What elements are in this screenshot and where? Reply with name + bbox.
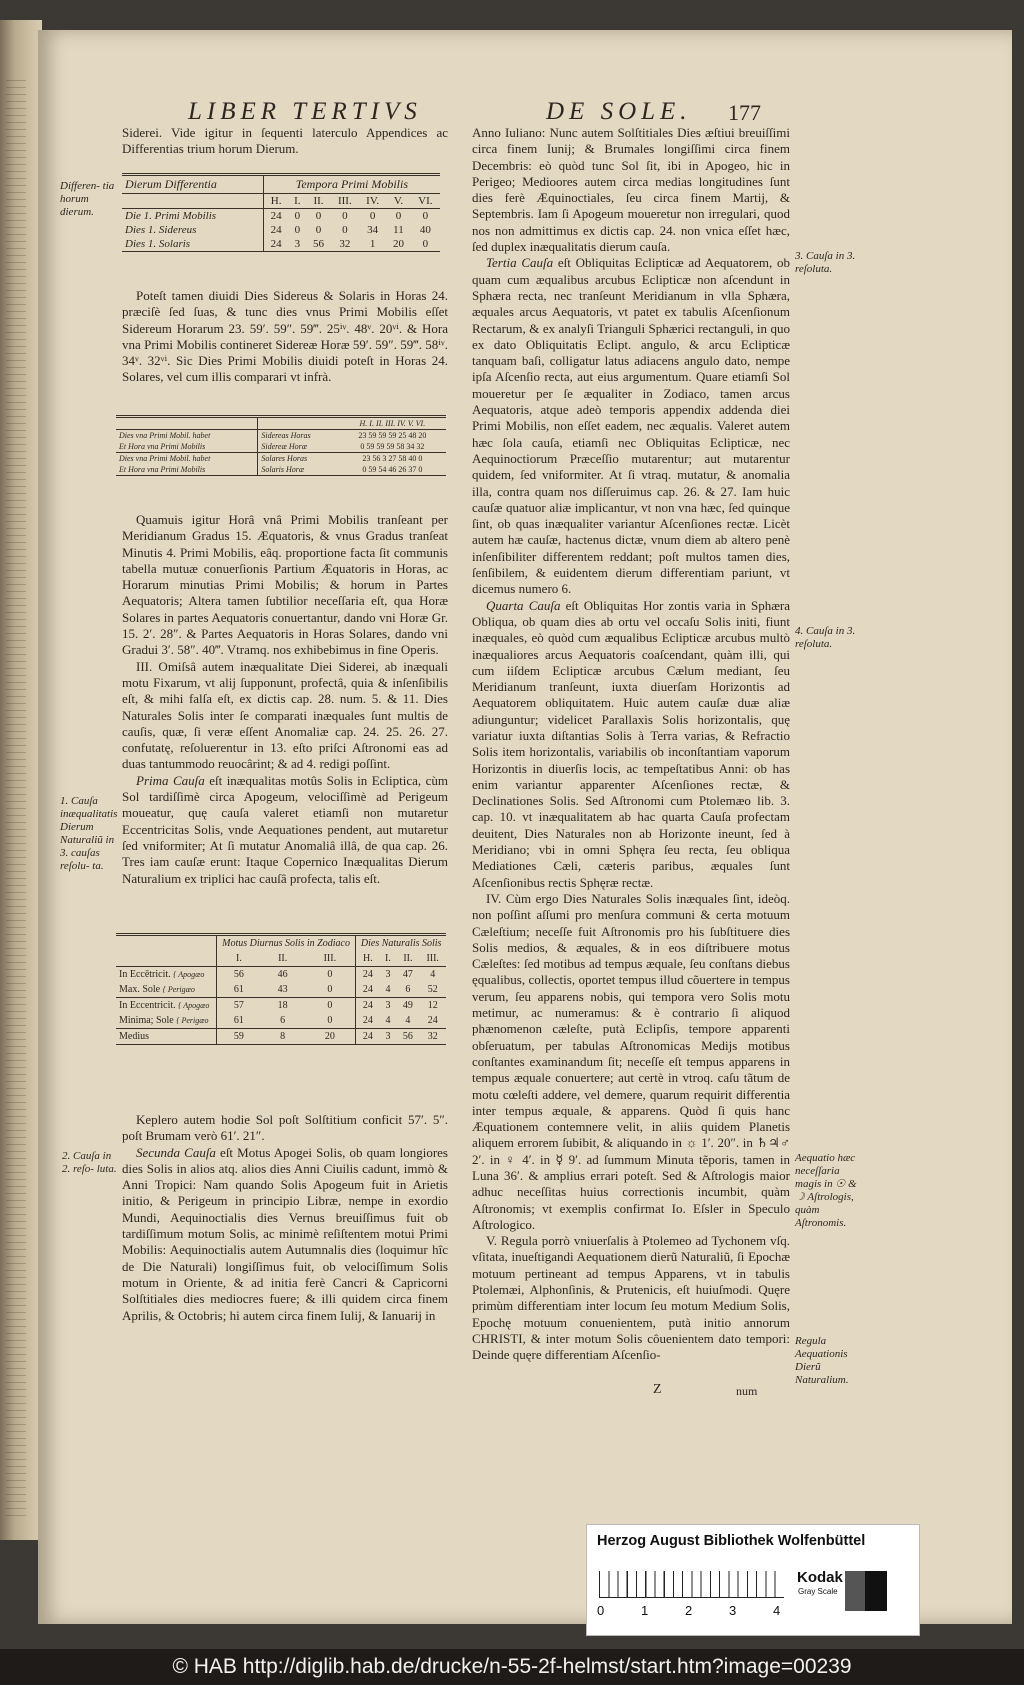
paragraph <box>122 1145 448 1324</box>
cell: 0 <box>369 210 376 222</box>
cell: 24 <box>427 1015 438 1026</box>
cell: 6 <box>405 984 411 995</box>
row-label: Et Hora vna Primi Mobilis <box>119 442 206 451</box>
table-header: Tempora Primi Mobilis <box>263 175 440 194</box>
cell: 0 <box>294 224 301 236</box>
catchword: num <box>736 1384 758 1398</box>
cell: 6 <box>280 1015 286 1026</box>
ruler-number: 0 <box>597 1603 605 1618</box>
row-kind: Sidereas Horas <box>258 430 339 442</box>
left-intro <box>122 125 448 158</box>
paragraph: IV. Cùm ergo Dies Naturales Solis inæquales ſint, ideòq. non poſſint aſſumi pro menſura communi & certa motuum Cæleſtium; neceſſe fuit Aſtronomis pro his ſubſtituere dies Solis medios, & æquales, & in eos diſtribuere motus Cæleſtes: ſed motibus ad tempus æquale, ſeu conſtans diebus ęqualibus, collectis, oportet tempus illud cõuertere in tempus verum, ſeu apparens nobis, qui tempora vero Solis motu metimur, ac numeramus: & è contrario ſi aliquod phænomenon cæleſte, putà Eclipſis, tempore apparenti obſeruatum, per tabulas Aſtronomicas Medijs motibus conſtantes examinandum ſit; neceſſe eſt tempus apparens in tempus æquale conuertere; aut certè in vtroq. caſu tãtum de motu cœleſti addere, vel demere, quarum requirit differentia inter tempus æquale, & apparens. Quòd ſi quis hanc Æquationem contemnere velit, in aliis quidem Planetis aliquem errorem ſubibit, & aliquando in ☼ 1′. 20″. in ♄♃♂ 2′. in ♀ 4′. in ☿ 9′. ad ſummum Minuta tẽporis, tamen in Luna 36′. & amplius errari poteſt. Sed & Aſtrologis maior adhuc neceſſitas huius correctionis incumbit, quàm Aſtronomis; vt exemplis confirmat Io. Eſsler in Speculo Aſtrologico. <box>472 890 790 1232</box>
cell: 56 <box>312 238 324 250</box>
cell: 56 <box>216 967 261 983</box>
margin-note: 3. Cauſa in 3. reſoluta. <box>795 250 856 275</box>
unit-header: III. <box>426 953 439 964</box>
scale-ruler <box>599 1571 784 1598</box>
paragraph-lead: Prima Cauſa <box>136 772 205 788</box>
row-sub: Apogæo <box>178 970 205 979</box>
unit-header: II. <box>278 953 288 964</box>
margin-note: Differen- tia horum dierum. <box>60 180 115 218</box>
black-patch <box>865 1571 887 1611</box>
intro-text: Siderei. Vide igitur in ſequenti laterculo Appendices ac Differentias trium horum Dierum. <box>122 125 448 157</box>
cell: 20 <box>324 1031 335 1042</box>
paragraph: Anno Iuliano: Nunc autem Solſtitiales Dies æſtiui breuiſſimi circa finem Iunij; & Brumales longiſſimi circa finem Decembris: eò quòd tunc Sol ſit, ibi in Apogeo, hic in Perigeo; Medioores autem circa medias longitudines ſunt dies ferè Æquinoctiales, ſeu circa finem Martij, & Septembris. Iam ſi Apogeum moueretur non irregulari, quod nos non admittimus ex dictis cap. 24. non vnica eſſet hæc, ſed duplex inæqualitatis dierum cauſa. <box>472 125 790 255</box>
row-values: 23 59 59 59 25 48 20 <box>358 431 427 440</box>
margin-note: 2. Cauſa in 2. reſo- luta. <box>62 1150 117 1175</box>
table-row <box>122 223 440 237</box>
cell: 20 <box>392 238 404 250</box>
ruler-number: 4 <box>773 1603 781 1618</box>
running-title-right: DE SOLE. <box>546 98 692 125</box>
table-row <box>122 237 440 252</box>
unit-header: V. <box>393 195 404 207</box>
unit-header: H. <box>263 194 288 209</box>
cell: 0 <box>315 224 322 236</box>
cell: 61 <box>216 982 261 998</box>
book-edge <box>0 20 42 1540</box>
row-label: In Eccentricit. <box>119 1000 176 1011</box>
row-kind: Sidereæ Horæ <box>258 441 339 453</box>
row-label: In Eccētricit. <box>119 969 171 980</box>
signature-mark: Z <box>653 1382 662 1397</box>
ruler-number: 3 <box>729 1603 737 1618</box>
row-label: Et Hora vna Primi Mobilis <box>119 465 206 474</box>
paragraph-body: eſt Obliquitas Eclipticæ ad Aequatorem, ob quam cum æqualibus arcubus Eclipticæ non aſcendunt in Sphæra recta, nec tranſeunt Meridianum in vlla Sphæra, æquales arcus Aequatoris, vt patet ex tabulis Aſcenſionum Rectarum, & ex analyſi Trianguli Sphærici rectanguli, in quo ex dato Obliquitatis Eclipt. angulo, & arcu Eclipticæ tanquam baſi, colligatur latus adiacens angulo dato, nempe ipſa Aſcenſio recta, aut eius argumentum. Quare etiamſi Sol moueretur per ſe æqualiter in Zodiaco, tamen arcus Aequatoris, atque adeò temporis appendix addenda diei Primi Mobilis, non eſſet eadem, nec æqualis. Valeret autem hæc ſola cauſa, etiamſi nec Obliquitas Eclipticæ, nec Aequinoctiorum Præceſſio mutarentur; aut mutarentur quidem, ſed vniformiter. At ſi vtraq. mutatur, & anomalia illa, contra quam nos diſſeruimus cap. 26. & 27. Iam huic cauſæ quatuor aliæ implicantur, vt non vna hæc, ſed quinque ſint, ob quas inæqualiter variantur Aſcenſiones rectæ. Licèt autem hæ cauſæ, hactenus dictæ, vnum diem ab altero penè inſenſibiliter differentem reddant; poſt multos tamen dies, ſenſibilem, & euidentem dierum differentiam pariunt, vt dicemus numero 6. <box>472 255 791 597</box>
color-reference-card <box>586 1524 920 1636</box>
unit-header: II. <box>313 195 324 207</box>
table-row: Minima; Sole { Perigæo 61 6 0 24 4 4 24 <box>116 1013 446 1029</box>
cell: 4 <box>385 1015 391 1026</box>
cell: 18 <box>277 1000 288 1011</box>
paragraph <box>472 255 790 597</box>
cell: 32 <box>427 1031 438 1042</box>
row-kind: Solares Horas <box>258 453 339 465</box>
cell: 0 <box>294 210 301 222</box>
cell: 56 <box>402 1031 413 1042</box>
left-para-3 <box>122 1112 448 1324</box>
cell: 24 <box>356 1029 380 1045</box>
cell: 0 <box>327 1015 333 1026</box>
paragraph-lead: Quarta Cauſa <box>486 597 561 613</box>
gray-patch <box>845 1571 865 1611</box>
cell: 24 <box>263 209 288 224</box>
folio-number: 177 <box>728 100 761 125</box>
cell: 3 <box>385 1031 391 1042</box>
paragraph: V. Regula porrò vniuerſalis à Ptolemeo ad Tychonem vſq. vſitata, inueſtigandi Aequationem dierũ Naturaliũ, ſi Epochæ motuum pertineant ad tempus Apparens, vt in tabulis Ptolemæi, Alphonſinis, & Prutenicis, eſt huiuſmodi. Quęre primùm differentiam inter locum ſeu motum Medium Solis, Epochę motuum conuenientem, putà initio annorum CHRISTI, & inter motum Solis côuenientem dato tempori: Deinde quęre differentiam Aſcenſio- <box>472 1233 790 1363</box>
unit-header: VI. <box>418 195 433 207</box>
table-header: Motus Diurnus Solis in Zodiaco <box>216 935 356 952</box>
row-sub: Perigæo <box>181 1016 209 1025</box>
margin-note: 4. Cauſa in 3. reſoluta. <box>795 625 856 650</box>
cell: 0 <box>422 238 429 250</box>
paragraph-body: eſt inæqualitas motûs Solis in Ecliptica, cùm Sol tardiſſimè circa Apogeum, velociſſimè ad Perigeum moueatur, quę cauſa valeret etiamſi non mutaretur Eccentricitas Solis, vnde Aequationes pendent, aut mutaretur ſed vniformiter; At ſi mutatur Anomaliâ illâ, de qua cap. 26. Tres iam cauſæ erunt: Itaque Copernico Inæqualitas Dierum Naturalium ex triplici hac cauſâ profecta, talis eſt. <box>122 772 448 886</box>
table-row <box>116 464 446 476</box>
cell: 0 <box>315 210 322 222</box>
table-row: In Eccentricit. { Apogæo 57 18 0 24 3 49 12 <box>116 998 446 1014</box>
row-label: Minima; Sole <box>119 1015 174 1026</box>
row-values: 0 59 59 59 58 34 32 <box>360 442 425 451</box>
paragraph-body: eſt Motus Apogei Solis, ob quam longiores dies Solis in alios atq. alios dies Anni Ciuilis cadunt, immò & Anni Tropici: Nam quando Solis Apogeum fuit in Arietis initio, & Perigeum in principio Libræ, nempe in exordio Mundi, Aequinoctialis dies Vernus breuiſſimus fuit ob tardiſſimum motum Solis, ac minimè reſiſtentem motui Primi Mobilis: Aequinoctialis autem Autumnalis dies (loquimur hîc de Die Naturali) longiſſimus fuit, ob velociſſimum Solis motum in Oriente, & ad initia ferè Cancri & Capricorni Solſtitiales dies mediocres fuere; & illi quidem circa finem Aprilis, & Octobris; hi autem circa finem Iulij, & Ianuarij in <box>122 1144 448 1323</box>
left-para-1 <box>122 288 448 386</box>
cell: 43 <box>277 984 288 995</box>
cell: 3 <box>385 1000 391 1011</box>
page-edges <box>6 80 26 1520</box>
cell: 34 <box>367 224 379 236</box>
unit-header: II. <box>403 953 413 964</box>
cell: 24 <box>356 998 380 1014</box>
cell: 0 <box>342 224 348 236</box>
cell: 8 <box>280 1031 286 1042</box>
day-difference-table <box>122 173 440 252</box>
table-row <box>116 453 446 465</box>
cell: 24 <box>263 223 288 237</box>
margin-note: Aequatio hæc neceſſaria magis in ☉ & ☽ Aſtrologis, quàm Aſtronomis. <box>795 1152 857 1229</box>
kodak-logo: Kodak <box>797 1569 843 1586</box>
cell: 57 <box>216 998 261 1014</box>
cell: 12 <box>427 1000 438 1011</box>
unit-header: I. <box>385 953 391 964</box>
unit-header: H. <box>356 951 380 967</box>
cell: 0 <box>342 210 348 222</box>
gray-scale-label: Gray Scale <box>798 1587 838 1596</box>
cell: 0 <box>327 969 333 980</box>
book-page <box>38 30 1012 1624</box>
cell: 52 <box>427 984 438 995</box>
row-label: Medius <box>119 1031 149 1042</box>
table-header: Dierum Differentia <box>122 175 263 194</box>
row-values: 0 59 54 46 26 37 0 <box>362 465 423 474</box>
row-label: Dies vna Primi Mobil. habet <box>119 431 211 440</box>
row-label: Dies 1. Sidereus <box>125 224 197 236</box>
paragraph: Poteſt tamen diuidi Dies Sidereus & Solaris in Horas 24. præciſè ſed ſuas, & tunc dies vnus Primi Mobilis eſſet Sidereum Horarum 23. 59′. 59″. 59‴. 25ⁱᵛ. 48ᵛ. 20ᵛⁱ. & Hora vna Primi Mobilis contineret Sidereæ Horæ 59′. 59″. 59‴. 58ⁱᵛ. 34ᵛ. 32ᵛⁱ. Sic Dies Primi Mobilis diuidi poteſt in Horas 24. Solares, vel cum illis comparari vt infrà. <box>122 288 448 385</box>
cell: 32 <box>339 238 351 250</box>
cell: 24 <box>356 967 380 983</box>
table-row <box>116 441 446 453</box>
library-title: Herzog August Bibliothek Wolfenbüttel <box>597 1533 866 1549</box>
paragraph-lead: Secunda Cauſa <box>136 1144 216 1160</box>
cell: 24 <box>356 982 380 998</box>
running-title-left: LIBER TERTIVS <box>188 98 422 125</box>
cell: 4 <box>430 969 436 980</box>
table-row: In Eccētricit. { Apogæo 56 46 0 24 3 47 4 <box>116 967 446 983</box>
paragraph: Quamuis igitur Horâ vnâ Primi Mobilis tranſeant per Meridianum Gradus 15. Æquatoris, & vnus Gradus tranſeat Minutis 4. Primi Mobilis, eâq. proportione facta ſit communis tabella mutuæ conuerſionis Partium Æquatoris in Horas, ac Horarum minutias Primi Mobilis; & horum in Partes Aequatoris; Altera tamen ſubtilior neceſſaria eſt, qua Horæ Solares in partes Aequatoris conuertantur, dando vni Horæ Gr. 15. 2′. 28″. & Partes Aequatoris in Horas Solares, dando vni Gradui 3′. 58″. 40‴. Vtramq. nos exhibebimus in fine Operis. <box>122 512 448 658</box>
paragraph: Keplero autem hodie Sol poſt Solſtitium conficit 57′. 5″. poſt Brumam verò 61′. 21″. <box>122 1112 448 1144</box>
cell: 49 <box>402 1000 413 1011</box>
paragraph-body: eſt Obliquitas Hor zontis varia in Sphæra Obliqua, ob quam dies ab ortu vel occaſu Solis initi, fiunt inæquales, eò quòd cum æqualibus Eclipticæ arcubus multò inæqualiores arcus Aequatoris coaſcendant, quàm illi, qui cum iiſdem Eclipticæ arcubus Cælum mediant, ſeu Meridianum tranſeunt, iuxta diuerſam Horizontis ad Aequatorem obliquitatem. Huic autem cauſæ duæ aliæ adiunguntur; videlicet Parallaxis Solis horizontalis, quę variatur iuxta diſtantias Solis à Terra varias, & Refractio Solis item horizontalis, variabilis ob inconſtantiam vaporum Horizontis in diuerſis locis, ac tempeſtatibus Anni: ob has enim variantur apparenter Aſcenſiones rectæ, & Declinationes Solis. Sed Aſtronomi cum Ptolemæo lib. 3. cap. 10. vt inæqualitatem ab hac quarta Cauſa profectam deuitent, Dies Naturales non ab Horizonte ineunt, ſed à Meridiano; vbi in omni Sphęra ſeu recta, ſeu obliqua Mediationes Cæli, cæteris paribus, æquales ſunt Aſcenſionibus rectis Sphęræ rectæ. <box>472 597 790 890</box>
cell: 0 <box>395 210 402 222</box>
paragraph-lead: Tertia Cauſa <box>486 255 554 271</box>
cell: 4 <box>405 1015 411 1026</box>
unit-header: III. <box>323 953 337 964</box>
ruler-number: 2 <box>685 1603 693 1618</box>
unit-header: I. <box>294 195 301 207</box>
cell: 0 <box>422 210 429 222</box>
table-header: Dies Naturalis Solis <box>356 935 446 952</box>
table-row <box>116 1029 446 1045</box>
paragraph <box>472 598 790 891</box>
row-label: Dies vna Primi Mobil. habet <box>119 454 211 463</box>
row-label: Die 1. Primi Mobilis <box>125 210 217 222</box>
cell: 3 <box>294 238 301 250</box>
cell: 40 <box>419 224 431 236</box>
row-label: Max. Sole <box>119 984 161 995</box>
unit-header: IV. <box>366 195 380 207</box>
unit-header: III. <box>337 195 352 207</box>
row-label: Dies 1. Solaris <box>125 238 191 250</box>
unit-header: I. <box>216 951 261 967</box>
cell: 61 <box>216 1013 261 1029</box>
right-column <box>472 125 790 1364</box>
cell: 0 <box>327 984 333 995</box>
hour-comparison-table <box>116 415 446 476</box>
natural-day-table <box>116 933 446 1045</box>
row-sub: Apogæo <box>183 1001 210 1010</box>
cell: 1 <box>369 238 376 250</box>
ruler-number: 1 <box>641 1603 649 1618</box>
paragraph: III. Omiſsâ autem inæqualitate Diei Siderei, ab inæquali motu Fixarum, vt alij ſupponunt, profectâ, quia & inſenſibilis eſt, & mihi falſa eſt, ex dictis cap. 28. num. 5. & 11. Dies Naturales Solis inter ſe comparati inæquales ſunt multis de cauſis, quæ, ſi veræ eſſent Anomaliæ cap. 24. 25. 26. 27. confutatę, reſoluerentur in 13. eſto priſci Aſtronomi eas ad duas tantummodo reuocârint; & ad 4. redigi poſſint. <box>122 658 448 772</box>
cell: 4 <box>385 984 391 995</box>
table-row <box>122 209 440 224</box>
row-values: 23 56 3 27 58 40 0 <box>362 454 423 463</box>
cell: 24 <box>356 1013 380 1029</box>
cell: 59 <box>216 1029 261 1045</box>
cell: 24 <box>263 237 288 252</box>
cell: 47 <box>402 969 413 980</box>
table-row: Max. Sole { Perigæo 61 43 0 24 4 6 52 <box>116 982 446 998</box>
row-sub: Perigæo <box>167 985 195 994</box>
copyright-footer: © HAB http://diglib.hab.de/drucke/n-55-2f-helmst/start.htm?image=00239 <box>0 1649 1024 1685</box>
cell: 11 <box>393 224 404 236</box>
cell: 46 <box>277 969 288 980</box>
unit-header: H. I. II. III. IV. V. VI. <box>359 419 426 428</box>
margin-note: Regula Aequationis Dierũ Naturalium. <box>795 1335 849 1386</box>
paragraph <box>122 773 448 887</box>
margin-note: 1. Cauſa inæqualitatis Dierum Naturaliũ in 3. cauſas reſolu- ta. <box>60 795 118 872</box>
left-para-2 <box>122 512 448 887</box>
cell: 0 <box>327 1000 333 1011</box>
table-row <box>116 430 446 442</box>
row-kind: Solaris Horæ <box>258 464 339 476</box>
cell: 3 <box>385 969 391 980</box>
